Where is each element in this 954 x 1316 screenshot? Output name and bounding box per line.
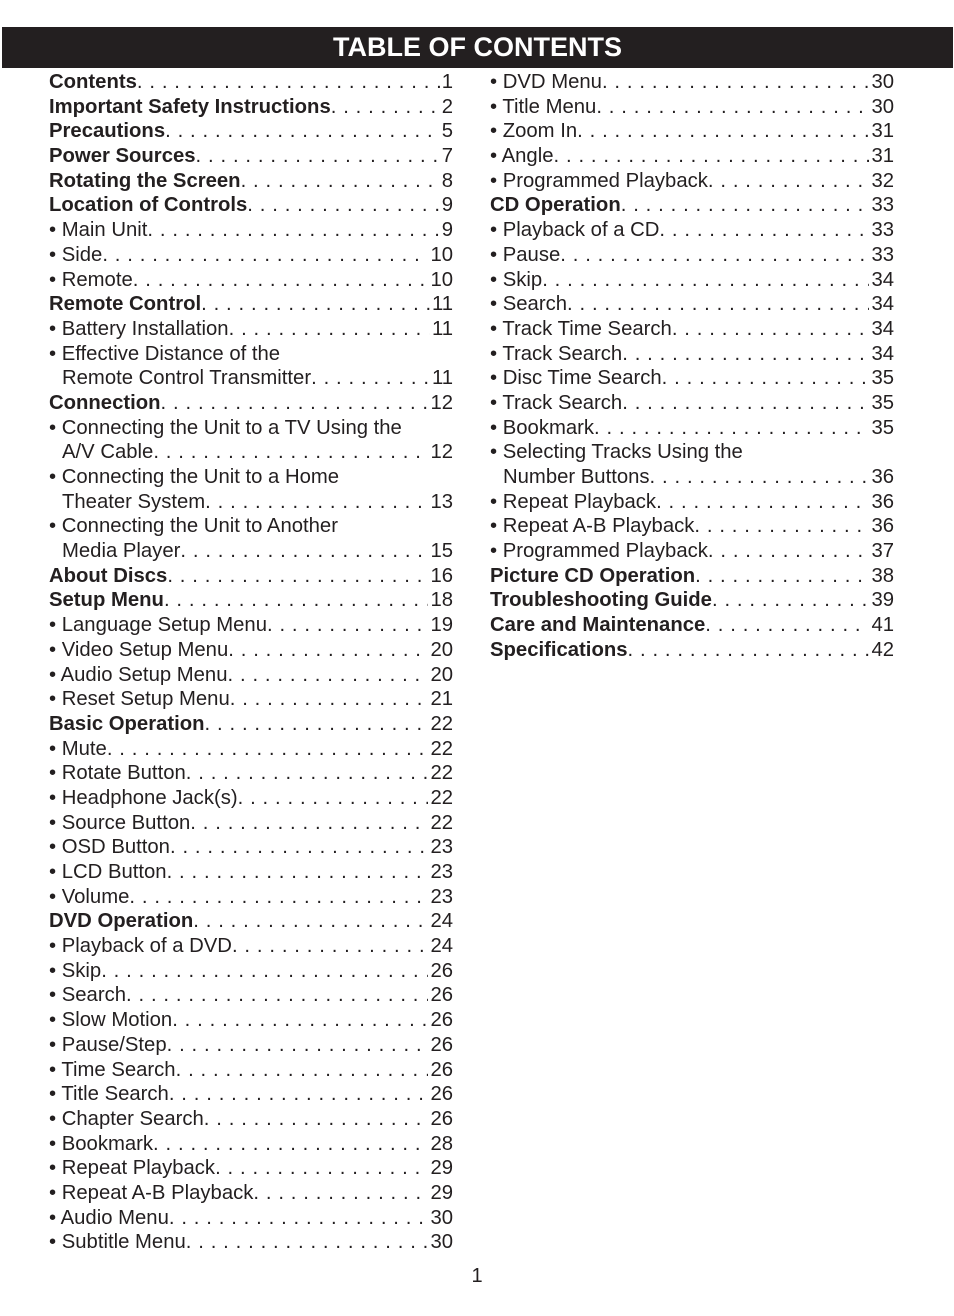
toc-entry-page: 11 (431, 293, 453, 316)
toc-entry-title: • Repeat A-B Playback (49, 1181, 254, 1204)
toc-entry-title: • Selecting Tracks Using the (490, 441, 743, 464)
toc-entry (49, 737, 453, 762)
toc-entry-title: • Time Search (49, 1058, 176, 1081)
toc-entry-title: • Search (49, 984, 126, 1007)
toc-dot-leader (161, 391, 429, 416)
toc-entry-page: 5 (441, 120, 453, 143)
toc-entry-title: • Video Setup Menu (49, 638, 229, 661)
toc-entry-title: CD Operation (490, 194, 621, 217)
toc-entry (490, 638, 894, 663)
toc-entry (490, 342, 894, 367)
toc-entry (49, 268, 453, 293)
toc-dot-leader (596, 95, 869, 120)
toc-entry-page: 8 (441, 169, 453, 192)
toc-entry (490, 465, 894, 490)
toc-dot-leader (164, 588, 429, 613)
toc-entry-page: 34 (871, 268, 894, 291)
toc-dot-leader (705, 613, 869, 638)
toc-dot-leader (267, 613, 428, 638)
toc-entry-title: • Slow Motion (49, 1009, 173, 1032)
toc-dot-leader (196, 144, 440, 169)
toc-entry (49, 564, 453, 589)
toc-entry (49, 514, 453, 539)
toc-entry (49, 119, 453, 144)
toc-entry-page: 26 (430, 984, 453, 1007)
toc-entry (49, 539, 453, 564)
toc-entry-title: • Volume (49, 885, 130, 908)
toc-entry (49, 416, 453, 441)
toc-entry-page: 24 (430, 910, 453, 933)
toc-entry (49, 465, 453, 490)
toc-dot-leader (201, 292, 430, 317)
toc-dot-leader (133, 268, 429, 293)
toc-entry-title: • Title Search (49, 1083, 169, 1106)
toc-entry (49, 292, 453, 317)
toc-dot-leader (169, 1082, 429, 1107)
toc-entry (490, 490, 894, 515)
toc-entry (49, 860, 453, 885)
toc-entry-page: 30 (430, 1206, 453, 1229)
toc-entry (49, 909, 453, 934)
toc-dot-leader (228, 638, 428, 663)
toc-entry-title: Location of Controls (49, 194, 248, 217)
toc-entry-title: • Skip (490, 268, 543, 291)
toc-dot-leader (694, 514, 869, 539)
toc-entry-title: • Audio Setup Menu (49, 663, 228, 686)
toc-entry-title: • Pause/Step (49, 1033, 167, 1056)
toc-dot-leader (659, 218, 869, 243)
toc-dot-leader (554, 144, 870, 169)
toc-entry-title: Remote Control Transmitter (62, 367, 312, 390)
toc-entry (49, 983, 453, 1008)
toc-entry-title: Theater System (62, 490, 206, 513)
toc-entry (49, 218, 453, 243)
toc-entry-page: 11 (431, 317, 453, 340)
toc-entry-page: 19 (430, 614, 453, 637)
toc-entry-title: Troubleshooting Guide (490, 589, 712, 612)
toc-entry-title: • Mute (49, 737, 107, 760)
toc-entry-title: • Reset Setup Menu (49, 688, 230, 711)
toc-entry-title: Media Player (62, 540, 181, 563)
toc-entry-title: Number Buttons (503, 466, 650, 488)
toc-entry (49, 712, 453, 737)
toc-entry-page: 26 (430, 1083, 453, 1106)
toc-entry-page: 37 (871, 540, 894, 563)
toc-entry (49, 440, 453, 465)
toc-entry-title: DVD Operation (49, 910, 194, 933)
toc-dot-leader (602, 70, 870, 95)
toc-entry (49, 885, 453, 910)
toc-entry-title: Setup Menu (49, 589, 164, 612)
toc-entry (49, 1058, 453, 1083)
toc-entry (49, 1107, 453, 1132)
toc-dot-leader (238, 786, 429, 811)
toc-entry (490, 119, 894, 144)
toc-entry (490, 70, 894, 95)
toc-entry-page: 31 (871, 120, 894, 143)
toc-entry-page: 35 (871, 416, 894, 439)
toc-entry-title: • Search (490, 293, 567, 316)
toc-entry-page: 20 (430, 638, 453, 661)
toc-entry (49, 1181, 453, 1206)
toc-dot-leader (169, 1206, 429, 1231)
toc-dot-leader (621, 193, 870, 218)
toc-dot-leader (567, 292, 869, 317)
toc-entry-title: • Playback of a DVD (49, 935, 232, 958)
toc-entry-page: 12 (430, 441, 453, 464)
toc-entry (49, 613, 453, 638)
toc-entry-page: 39 (871, 589, 894, 612)
toc-entry (49, 366, 453, 391)
toc-entry-title: • LCD Button (49, 861, 167, 883)
toc-dot-leader (137, 70, 440, 95)
toc-entry-title: • Connecting the Unit to a TV Using the (49, 416, 402, 439)
toc-entry-page: 18 (430, 589, 453, 612)
toc-entry-page: 22 (430, 811, 453, 834)
toc-entry (490, 193, 894, 218)
toc-entry-page: 22 (430, 712, 453, 735)
toc-entry-page: 1 (441, 71, 453, 93)
page-title: TABLE OF CONTENTS (2, 27, 953, 68)
toc-entry-page: 11 (431, 367, 453, 390)
toc-dot-leader (101, 959, 428, 984)
toc-dot-leader (672, 317, 870, 342)
toc-entry (49, 638, 453, 663)
toc-dot-leader (253, 1181, 428, 1206)
toc-entry-page: 34 (871, 317, 894, 340)
toc-entry-page: 30 (430, 1231, 453, 1254)
toc-entry (490, 416, 894, 441)
toc-entry (49, 934, 453, 959)
toc-entry-title: • Subtitle Menu (49, 1231, 186, 1254)
toc-entry-title: • Programmed Playback (490, 169, 708, 192)
toc-dot-leader (228, 663, 429, 688)
toc-entry (49, 70, 453, 95)
toc-entry (49, 663, 453, 688)
toc-entry (49, 169, 453, 194)
toc-entry-page: 34 (871, 293, 894, 316)
toc-dot-leader (215, 1156, 428, 1181)
toc-dot-leader (542, 268, 869, 293)
toc-entry (490, 514, 894, 539)
toc-dot-leader (102, 243, 428, 268)
toc-entry-title: • Connecting the Unit to Another (49, 515, 338, 538)
toc-entry (49, 95, 453, 120)
toc-entry-page: 9 (441, 219, 453, 242)
toc-entry-page: 35 (871, 391, 894, 414)
toc-entry-page: 34 (871, 342, 894, 365)
toc-dot-leader (656, 490, 869, 515)
toc-entry-page: 36 (871, 490, 894, 513)
toc-entry (49, 835, 453, 860)
toc-entry-title: • Rotate Button (49, 762, 186, 785)
toc-entry-title: • Battery Installation (49, 317, 229, 340)
toc-entry-page: 26 (430, 1009, 453, 1032)
toc-entry (490, 317, 894, 342)
toc-entry (490, 588, 894, 613)
toc-entry-page: 20 (430, 663, 453, 686)
toc-entry (490, 564, 894, 589)
toc-entry-page: 30 (871, 71, 894, 93)
toc-entry-title: About Discs (49, 564, 168, 587)
toc-entry-title: • Bookmark (49, 1132, 154, 1155)
toc-entry-title: Specifications (490, 638, 628, 661)
toc-entry (490, 539, 894, 564)
toc-entry (490, 169, 894, 194)
toc-entry-page: 13 (430, 490, 453, 513)
toc-entry-title: • Angle (490, 145, 554, 168)
toc-dot-leader (650, 465, 870, 490)
page-number: 1 (471, 1265, 483, 1287)
toc-dot-leader (193, 909, 428, 934)
toc-entry-title: • Headphone Jack(s) (49, 786, 238, 809)
toc-dot-leader (311, 366, 430, 391)
toc-entry-page: 26 (430, 1033, 453, 1056)
toc-dot-leader (147, 218, 439, 243)
toc-dot-leader (129, 885, 428, 910)
toc-dot-leader (167, 860, 429, 885)
toc-entry (49, 811, 453, 836)
toc-entry-page: 10 (430, 243, 453, 266)
toc-entry (49, 1206, 453, 1231)
toc-dot-leader (186, 1230, 429, 1255)
toc-entry (49, 959, 453, 984)
toc-entry-title: A/V Cable (62, 441, 154, 464)
toc-dot-leader (167, 564, 428, 589)
toc-dot-leader (205, 712, 429, 737)
toc-entry-title: Picture CD Operation (490, 564, 696, 587)
toc-entry-title: • Language Setup Menu (49, 614, 267, 637)
toc-entry (490, 366, 894, 391)
toc-entry-page: 16 (430, 564, 453, 587)
toc-entry-title: Power Sources (49, 145, 196, 168)
toc-dot-leader (247, 193, 439, 218)
toc-entry-page: 24 (430, 935, 453, 958)
toc-entry-page: 41 (871, 614, 894, 637)
toc-dot-leader (241, 169, 440, 194)
toc-dot-leader (205, 490, 428, 515)
toc-entry-page: 26 (430, 1107, 453, 1130)
toc-entry-title: Remote Control (49, 293, 202, 316)
toc-entry-page: 26 (430, 1058, 453, 1081)
toc-entry-title: • Remote (49, 268, 133, 291)
toc-entry-title: Basic Operation (49, 712, 205, 735)
toc-entry-page: 33 (871, 243, 894, 266)
toc-dot-leader (622, 342, 869, 367)
toc-entry-page: 33 (871, 194, 894, 217)
toc-entry-page: 23 (430, 885, 453, 908)
toc-entry-title: • Zoom In (490, 120, 578, 143)
toc-entry-page: 32 (871, 169, 894, 192)
toc-entry (490, 144, 894, 169)
toc-entry-page: 28 (430, 1132, 453, 1155)
toc-entry-title: • Track Time Search (490, 317, 672, 340)
toc-entry-page: 42 (871, 638, 894, 661)
toc-dot-leader (708, 169, 870, 194)
toc-entry-page: 9 (441, 194, 453, 217)
toc-entry-title: • Chapter Search (49, 1107, 204, 1130)
toc-entry-title: • Effective Distance of the (49, 342, 281, 365)
toc-dot-leader (628, 638, 870, 663)
toc-entry-page: 22 (430, 786, 453, 809)
toc-entry (49, 588, 453, 613)
toc-dot-leader (176, 1058, 429, 1083)
toc-entry-title: • Track Search (490, 391, 623, 414)
toc-dot-leader (167, 1033, 429, 1058)
toc-entry (49, 1230, 453, 1255)
toc-entry-title: • OSD Button (49, 836, 170, 859)
toc-entry-page: 22 (430, 737, 453, 760)
toc-entry-title: • Pause (490, 243, 561, 266)
toc-entry-page: 33 (871, 219, 894, 242)
toc-entry-title: • Track Search (490, 342, 623, 365)
toc-entry (49, 761, 453, 786)
toc-entry-title: • Disc Time Search (490, 367, 662, 390)
toc-entry-page: 30 (871, 95, 894, 118)
toc-entry-title: • Repeat A-B Playback (490, 515, 695, 538)
toc-entry (49, 1156, 453, 1181)
toc-entry-page: 23 (430, 836, 453, 859)
toc-entry (49, 1008, 453, 1033)
toc-entry (490, 95, 894, 120)
toc-entry (49, 193, 453, 218)
toc-entry (490, 292, 894, 317)
toc-entry-title: • Playback of a CD (490, 219, 660, 242)
toc-dot-leader (560, 243, 869, 268)
toc-entry (49, 490, 453, 515)
toc-entry-title: Contents (49, 71, 137, 93)
toc-entry-page: 23 (430, 861, 453, 883)
toc-entry-page: 12 (430, 391, 453, 414)
toc-entry (490, 268, 894, 293)
toc-entry (49, 1033, 453, 1058)
toc-dot-leader (594, 416, 869, 441)
toc-entry-page: 38 (871, 564, 894, 587)
toc-entry-title: • DVD Menu (490, 71, 602, 93)
toc-entry-title: • Audio Menu (49, 1206, 169, 1229)
toc-entry-page: 7 (441, 145, 453, 168)
toc-dot-leader (622, 391, 869, 416)
toc-entry-title: • Repeat Playback (490, 490, 657, 513)
toc-dot-leader (186, 761, 429, 786)
toc-dot-leader (232, 934, 428, 959)
toc-dot-leader (107, 737, 429, 762)
toc-entry-title: • Skip (49, 959, 102, 982)
toc-entry-page: 10 (430, 268, 453, 291)
toc-entry (49, 391, 453, 416)
toc-entry (49, 1132, 453, 1157)
toc-entry-title: • Main Unit (49, 219, 148, 242)
toc-dot-leader (577, 119, 869, 144)
toc-entry-page: 36 (871, 466, 894, 488)
toc-entry (49, 786, 453, 811)
toc-entry-title: Rotating the Screen (49, 169, 241, 192)
toc-dot-leader (170, 835, 428, 860)
toc-entry (49, 1082, 453, 1107)
toc-entry-title: Precautions (49, 120, 166, 143)
toc-entry-page: 15 (430, 540, 453, 563)
toc-dot-leader (180, 539, 428, 564)
toc-entry-page: 29 (430, 1181, 453, 1204)
toc-dot-leader (204, 1107, 429, 1132)
toc-dot-leader (153, 440, 428, 465)
toc-dot-leader (662, 366, 870, 391)
toc-entry (49, 243, 453, 268)
toc-entry-title: Care and Maintenance (490, 614, 706, 637)
toc-entry (49, 342, 453, 367)
toc-dot-leader (229, 317, 430, 342)
toc-dot-leader (695, 564, 869, 589)
toc-entry-title: • Programmed Playback (490, 540, 708, 563)
toc-entry-title: • Source Button (49, 811, 191, 834)
toc-dot-leader (712, 588, 869, 613)
toc-entry-title: • Side (49, 243, 103, 266)
toc-entry-page: 31 (871, 145, 894, 168)
toc-entry-title: • Connecting the Unit to a Home (49, 466, 340, 488)
toc-entry (49, 687, 453, 712)
toc-entry (490, 218, 894, 243)
toc-entry-page: 21 (430, 688, 453, 711)
toc-column-left (49, 70, 453, 1255)
toc-dot-leader (190, 811, 428, 836)
toc-dot-leader (708, 539, 870, 564)
toc-entry (490, 440, 894, 465)
toc-entry (49, 317, 453, 342)
toc-entry-page: 22 (430, 762, 453, 785)
toc-entry-page: 26 (430, 959, 453, 982)
toc-entry-page: 35 (871, 367, 894, 390)
toc-entry (49, 144, 453, 169)
toc-entry-page: 36 (871, 515, 894, 538)
toc-entry-title: • Bookmark (490, 416, 595, 439)
toc-entry-title: Connection (49, 391, 161, 414)
toc-entry-title: Important Safety Instructions (49, 95, 331, 118)
toc-entry (490, 613, 894, 638)
toc-entry-title: • Repeat Playback (49, 1157, 216, 1180)
toc-dot-leader (172, 1008, 428, 1033)
toc-entry (490, 391, 894, 416)
toc-column-right (490, 70, 894, 663)
toc-entry-title: • Title Menu (490, 95, 597, 118)
toc-dot-leader (165, 119, 440, 144)
toc-dot-leader (331, 95, 440, 120)
toc-entry (490, 243, 894, 268)
toc-dot-leader (153, 1132, 428, 1157)
toc-entry-page: 2 (441, 95, 453, 118)
toc-dot-leader (230, 687, 429, 712)
toc-entry-page: 29 (430, 1157, 453, 1180)
toc-dot-leader (126, 983, 428, 1008)
